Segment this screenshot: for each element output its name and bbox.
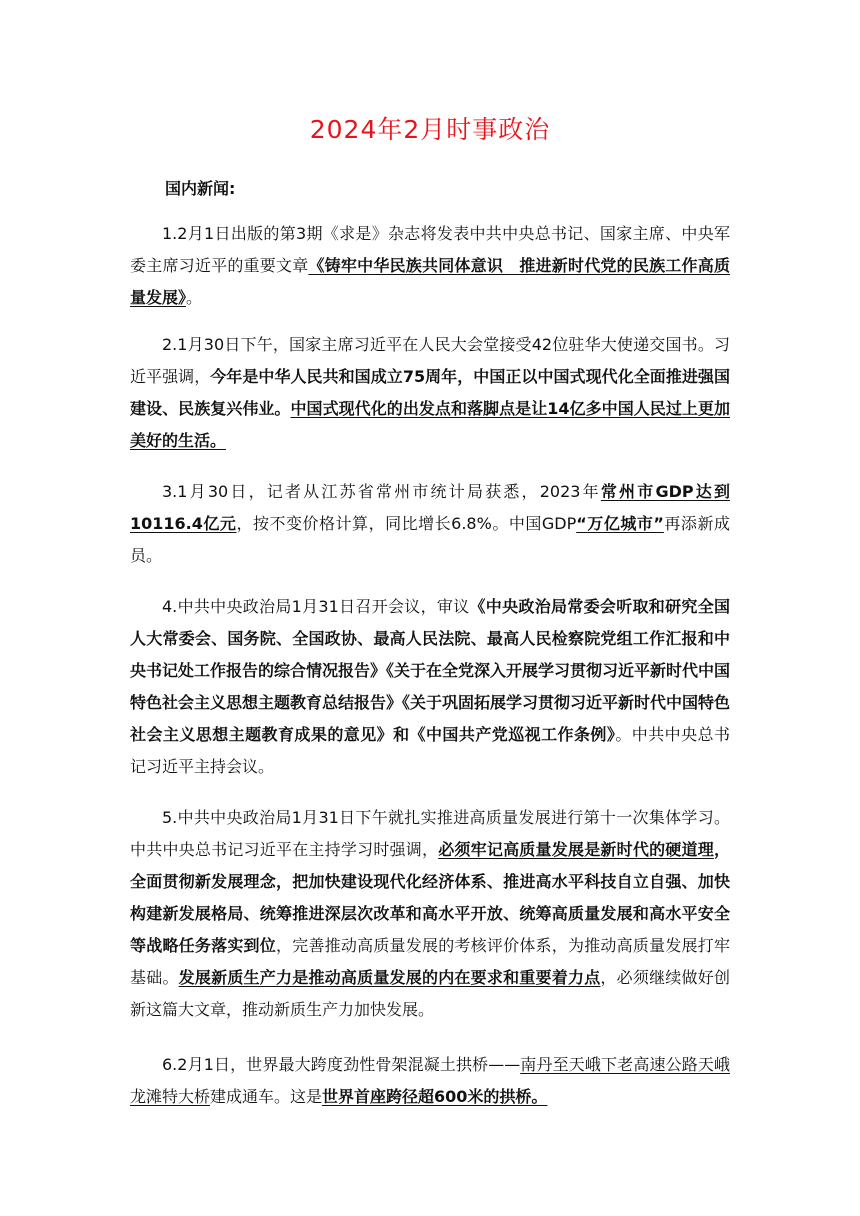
item-1-end: 。 xyxy=(186,288,203,307)
item-3-key-term: “万亿城市” xyxy=(576,514,664,533)
item-6-text-2: 建成通车。这是 xyxy=(210,1087,323,1106)
item-3-key-point: 常州市GDP达到10116.4亿元 xyxy=(130,482,730,533)
item-3-text: 3.1月30日，记者从江苏省常州市统计局获悉，2023年 xyxy=(162,482,601,501)
item-6-text: 6.2月1日，世界最大跨度劲性骨架混凝土拱桥—— xyxy=(162,1055,521,1074)
news-item-3 xyxy=(130,476,730,572)
item-3-text-2: ，按不变价格计算，同比增长6.8%。中国GDP xyxy=(236,514,577,533)
item-1-article-title: 《铸牢中华民族共同体意识 推进新时代党的民族工作高质量发展》 xyxy=(130,256,730,307)
item-4-documents: 《中央政治局常委会听取和研究全国人大常委会、国务院、全国政协、最高人民法院、最高人民检察院党组工作汇报和中央书记处工作报告的综合情况报告》《关于在全党深入开展学习贯彻习近平新时代中国特色社会主义思想主题教育总结报告》《关于巩固拓展学习贯彻习近平新时代中国特色社会主义思想主题教育成果的意见》和《中国共产党巡视工作条例》 xyxy=(130,597,731,744)
item-2-bold: 今年是中华人民共和国成立75周年，中国正以中国式现代化全面推进强国建设、民族复兴伟业。 xyxy=(130,367,730,418)
item-5-bold: ，全面贯彻新发展理念，把加快建设现代化经济体系、推进高水平科技自立自强、加快构建新发展格局、统筹推进深层次改革和高水平开放、统筹高质量发展和高水平安全等战略任务落实到位 xyxy=(130,840,730,955)
news-item-1 xyxy=(130,218,730,314)
item-5-text: 5.中共中央政治局1月31日下午就扎实推进高质量发展进行第十一次集体学习。中共中央总书记习近平在主持学习时强调， xyxy=(130,808,730,859)
item-5-end: ，必须继续做好创新这篇大文章，推动新质生产力加快发展。 xyxy=(130,968,730,1019)
news-item-4 xyxy=(130,591,730,783)
section-heading: 国内新闻: xyxy=(165,179,236,198)
page-title: 2024年2月时事政治 xyxy=(309,115,551,144)
item-2-text: 2.1月30日下午，国家主席习近平在人民大会堂接受42位驻华大使递交国书。习近平强调， xyxy=(130,335,730,386)
item-6-key-point: 世界首座跨径超600米的拱桥。 xyxy=(322,1087,548,1106)
item-5-key-point: 必须牢记高质量发展是新时代的硬道理 xyxy=(438,840,714,859)
item-4-end: 。中共中央总书记习近平主持会议。 xyxy=(130,725,730,776)
item-2-key-point: 中国式现代化的出发点和落脚点是让14亿多中国人民过上更加美好的生活。 xyxy=(130,399,730,450)
item-5-text-2: ，完善推动高质量发展的考核评价体系，为推动高质量发展打牢基础。 xyxy=(130,936,730,987)
item-6-bridge-name: 南丹至天峨下老高速公路天峨龙滩特大桥 xyxy=(130,1055,730,1106)
item-4-text: 4.中共中央政治局1月31日召开会议，审议 xyxy=(162,597,470,616)
item-1-text: 1.2月1日出版的第3期《求是》杂志将发表中共中央总书记、国家主席、中央军委主席习近平的重要文章 xyxy=(130,224,730,275)
item-5-key-point-2: 发展新质生产力是推动高质量发展的内在要求和重要着力点 xyxy=(178,968,601,987)
news-item-5 xyxy=(130,802,730,1026)
item-3-end: 再添新成员。 xyxy=(130,514,730,565)
news-item-6 xyxy=(130,1049,730,1113)
news-item-2 xyxy=(130,329,730,457)
